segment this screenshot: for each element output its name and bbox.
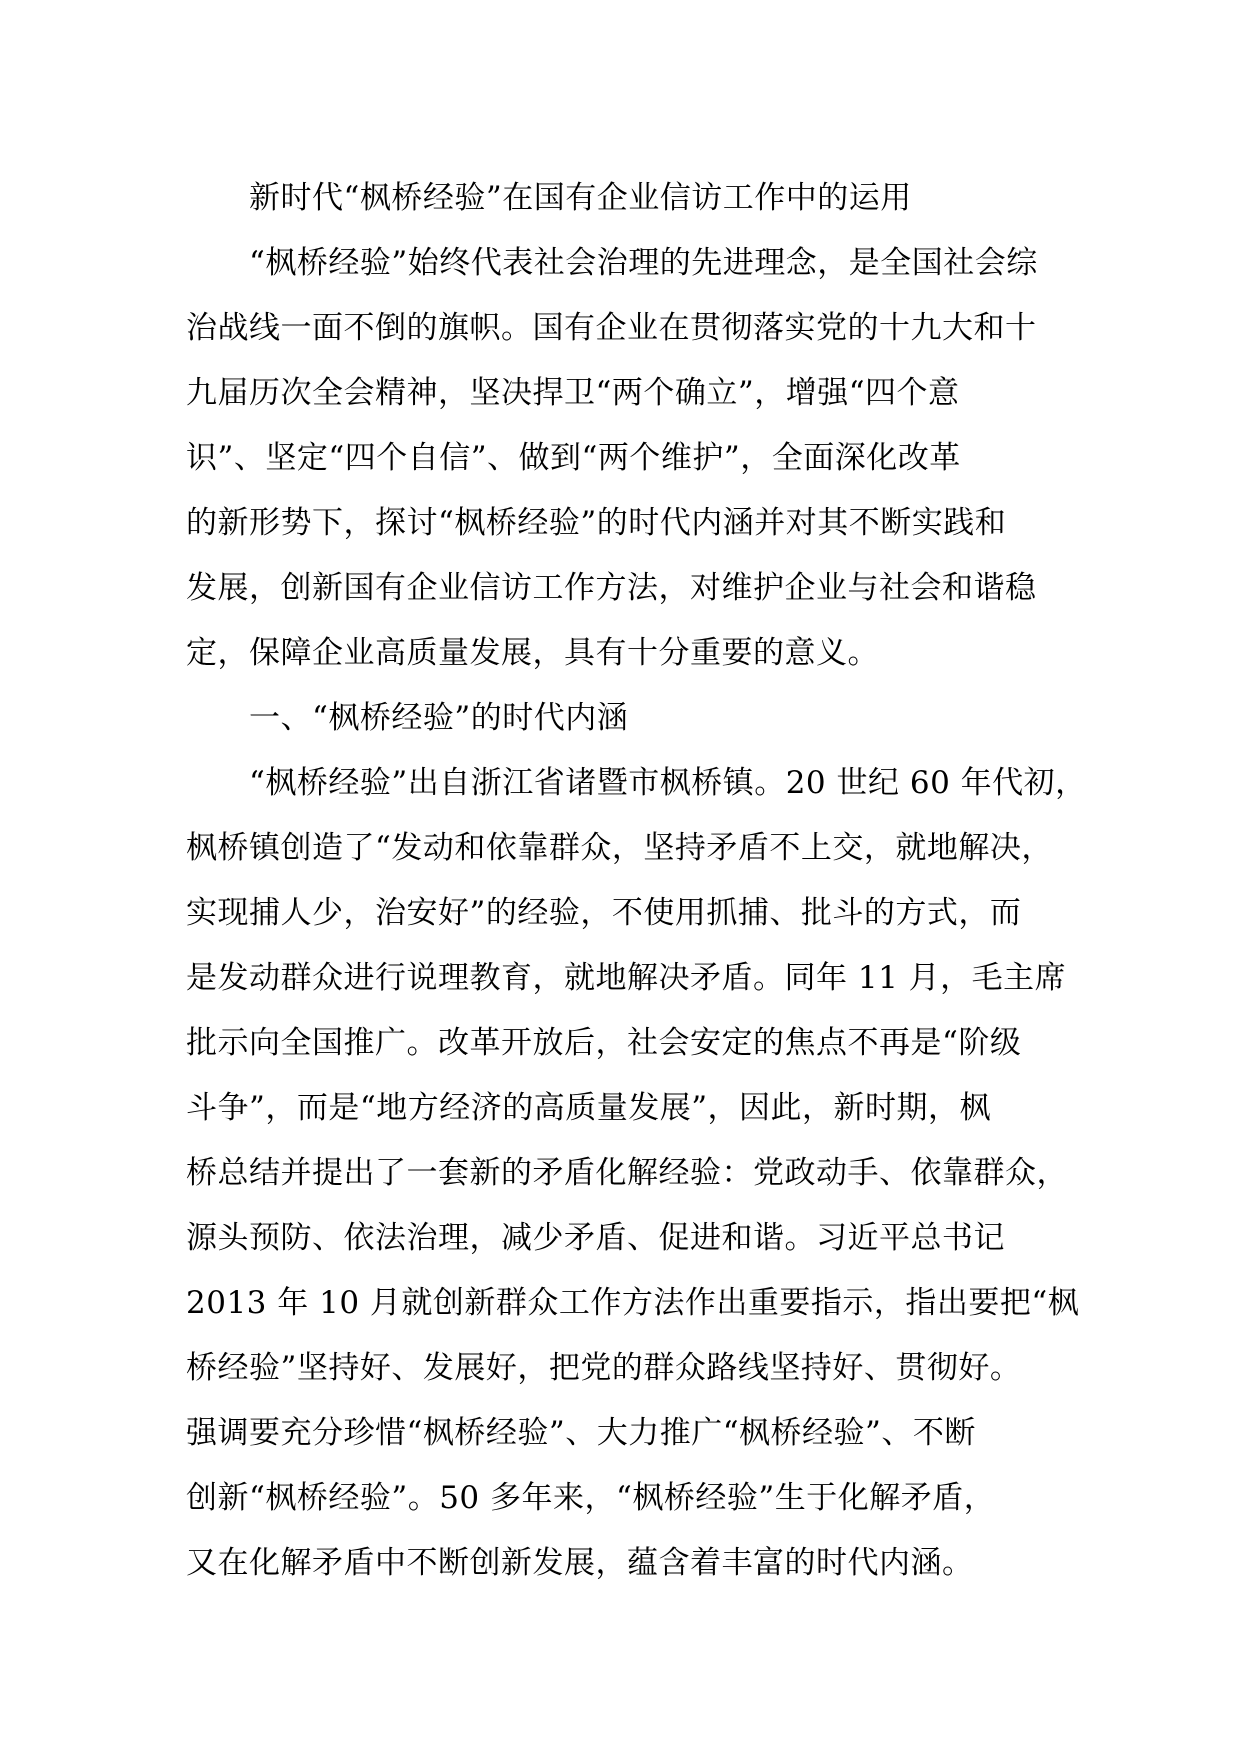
body-text-line: 批示向全国推广。改革开放后，社会安定的焦点不再是“阶级: [186, 1025, 1022, 1061]
body-text-line: 实现捕人少，治安好”的经验，不使用抓捕、批斗的方式，而: [186, 895, 1022, 931]
body-text-line: 是发动群众进行说理教育，就地解决矛盾。同年 11 月，毛主席: [186, 960, 1067, 996]
body-text-line: 又在化解矛盾中不断创新发展，蕴含着丰富的时代内涵。: [186, 1545, 974, 1581]
body-text-line: “枫桥经验”始终代表社会治理的先进理念，是全国社会综: [249, 245, 1038, 281]
body-text-line: 桥总结并提出了一套新的矛盾化解经验：党政动手、依靠群众，: [186, 1155, 1068, 1191]
body-text-line: 识”、坚定“四个自信”、做到“两个维护”，全面深化改革: [186, 440, 961, 476]
body-text-line: “枫桥经验”出自浙江省诸暨市枫桥镇。20 世纪 60 年代初，: [249, 765, 1087, 801]
body-text-line: 斗争”，而是“地方经济的高质量发展”，因此，新时期，枫: [186, 1090, 992, 1126]
body-text-line: 发展，创新国有企业信访工作方法，对维护企业与社会和谐稳: [186, 570, 1037, 606]
body-text-line: 创新“枫桥经验”。50 多年来，“枫桥经验”生于化解矛盾，: [186, 1480, 996, 1516]
body-text-line: 治战线一面不倒的旗帜。国有企业在贯彻落实党的十九大和十: [186, 310, 1037, 346]
body-text-line: 强调要充分珍惜“枫桥经验”、大力推广“枫桥经验”、不断: [186, 1415, 976, 1451]
document-title: 新时代“枫桥经验”在国有企业信访工作中的运用: [249, 180, 912, 216]
section-heading: 一、“枫桥经验”的时代内涵: [249, 700, 629, 736]
body-text-line: 源头预防、依法治理，减少矛盾、促进和谐。习近平总书记: [186, 1220, 1005, 1256]
body-text-line: 的新形势下，探讨“枫桥经验”的时代内涵并对其不断实践和: [186, 505, 1007, 541]
document-body: [186, 166, 1086, 1596]
body-text-line: 桥经验”坚持好、发展好，把党的群众路线坚持好、贯彻好。: [186, 1350, 1022, 1386]
body-text-line: 定，保障企业高质量发展，具有十分重要的意义。: [186, 635, 879, 671]
body-text-line: 九届历次全会精神，坚决捍卫“两个确立”，增强“四个意: [186, 375, 960, 411]
body-text-line: 枫桥镇创造了“发动和依靠群众，坚持矛盾不上交，就地解决，: [186, 830, 1053, 866]
body-text-line: 2013 年 10 月就创新群众工作方法作出重要指示，指出要把“枫: [186, 1285, 1080, 1321]
